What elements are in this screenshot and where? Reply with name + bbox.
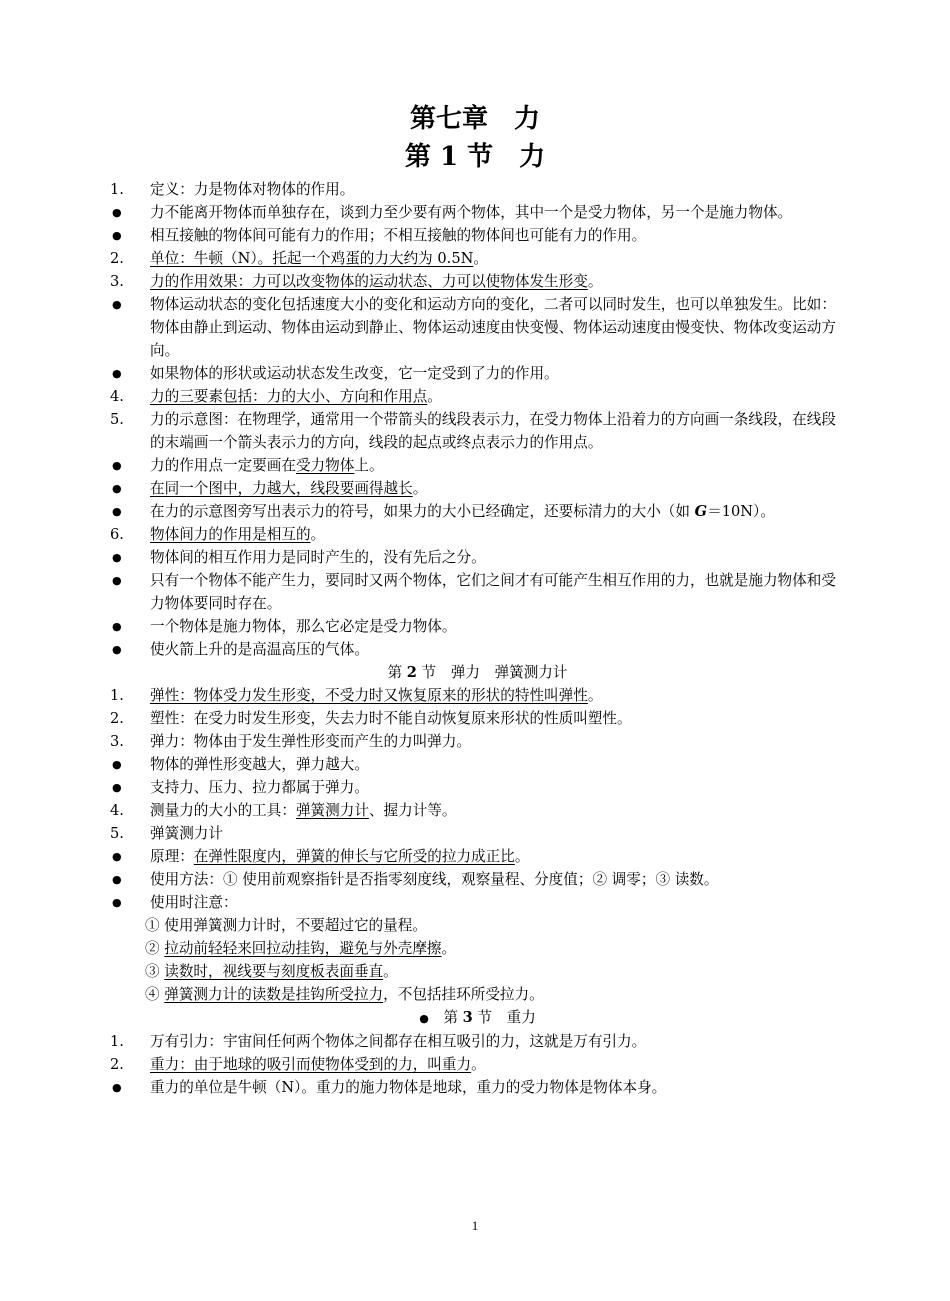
item-tail: 。 bbox=[473, 250, 488, 267]
list-item bbox=[110, 1053, 845, 1076]
heading-part: 节 重力 bbox=[472, 1009, 536, 1026]
page-number: 1 bbox=[471, 1218, 479, 1233]
bullet-icon: ● bbox=[112, 620, 122, 633]
bullet-item bbox=[110, 891, 845, 914]
bullet-item bbox=[110, 293, 845, 362]
item-tail: 。 bbox=[427, 388, 442, 405]
item-text: 使用时注意： bbox=[150, 894, 238, 911]
item-text: 弹力：物体由于发生弹性形变而产生的力叫弹力。 bbox=[150, 733, 472, 750]
section-2-heading bbox=[110, 661, 845, 684]
underlined-text: 弹簧测力计的读数是挂钩所受拉力 bbox=[164, 986, 384, 1003]
bullet-icon: ● bbox=[112, 298, 122, 311]
underlined-text: 弹簧测力计 bbox=[295, 802, 369, 819]
underlined-text: 读数时，视线要与刻度板表面垂直 bbox=[164, 963, 384, 980]
bullet-icon: ● bbox=[112, 781, 122, 794]
item-text: ④ bbox=[145, 986, 165, 1003]
bullet-item bbox=[110, 638, 845, 661]
item-text: 力的作用点一定要画在 bbox=[150, 457, 296, 474]
bullet-item bbox=[110, 845, 845, 868]
bullet-icon: ● bbox=[112, 505, 122, 518]
bullet-item bbox=[110, 500, 845, 523]
symbol-g: G bbox=[694, 503, 708, 520]
bullet-item bbox=[110, 868, 845, 891]
item-number: 1. bbox=[110, 181, 124, 198]
item-text: 如果物体的形状或运动状态发生改变，它一定受到了力的作用。 bbox=[150, 365, 559, 382]
list-item bbox=[110, 523, 845, 546]
item-text: 在力的示意图旁写出表示力的符号，如果力的大小已经确定，还要标清力的大小（如 bbox=[150, 503, 695, 520]
item-text: 物体的弹性形变越大，弹力越大。 bbox=[150, 756, 369, 773]
item-text: 定义：力是物体对物体的作用。 bbox=[150, 181, 355, 198]
bullet-item bbox=[110, 546, 845, 569]
list-item bbox=[110, 270, 845, 293]
item-text: 物体运动状态的变化包括速度大小的变化和运动方向的变化，二者可以同时发生，也可以单独发生。比如：物体由静止到运动、物体由运动到静止、物体运动速度由快变慢、物体运动速度由慢变快、物体改变运动方向。 bbox=[150, 296, 836, 359]
bullet-icon: ● bbox=[112, 896, 122, 909]
item-tail: 。 bbox=[471, 1056, 486, 1073]
underlined-text: 力的作用效果：力可以改变物体的运动状态、力可以使物体发生形变 bbox=[150, 273, 588, 290]
bullet-item bbox=[110, 1076, 845, 1099]
item-text: 测量力的大小的工具： bbox=[150, 802, 296, 819]
bullet-icon: ● bbox=[112, 459, 122, 472]
item-tail: ，不包括挂环所受拉力。 bbox=[383, 986, 544, 1003]
item-text: 只有一个物体不能产生力，要同时又两个物体，它们之间才有可能产生相互作用的力，也就是施力物体和受力物体要同时存在。 bbox=[150, 572, 836, 612]
list-item bbox=[110, 684, 845, 707]
heading-part: 节 弹力 弹簧测力计 bbox=[416, 664, 568, 681]
item-text: 支持力、压力、拉力都属于弹力。 bbox=[150, 779, 369, 796]
bullet-icon: ● bbox=[112, 758, 122, 771]
item-tail: 。 bbox=[310, 526, 326, 543]
underlined-text: 重力：由于地球的吸引而使物体受到的力，叫重力 bbox=[150, 1056, 472, 1073]
bullet-item bbox=[110, 753, 845, 776]
note-item bbox=[110, 983, 845, 1006]
section-3-heading bbox=[110, 1006, 845, 1030]
chapter-title: 第七章 力 bbox=[409, 104, 540, 134]
bullet-item bbox=[110, 477, 845, 500]
item-text: ① 使用弹簧测力计时，不要超过它的量程。 bbox=[145, 917, 427, 934]
underlined-text: 在同一个图中，力越大，线段要画得越长 bbox=[150, 480, 413, 497]
list-item bbox=[110, 385, 845, 408]
item-tail: 、握力计等。 bbox=[368, 802, 457, 819]
item-number: 3. bbox=[110, 273, 124, 290]
content bbox=[110, 178, 845, 1099]
item-text: 弹簧测力计 bbox=[150, 825, 223, 842]
note-item bbox=[110, 960, 845, 983]
underlined-text: 物体间力的作用是相互的 bbox=[150, 526, 311, 543]
item-number: 2. bbox=[110, 250, 124, 267]
bullet-icon: ● bbox=[112, 643, 122, 656]
heading-number: 3 bbox=[462, 1009, 473, 1026]
item-text: 物体间的相互作用力是同时产生的，没有先后之分。 bbox=[150, 549, 486, 566]
list-item bbox=[110, 247, 845, 270]
list-item bbox=[110, 707, 845, 730]
bullet-item bbox=[110, 615, 845, 638]
item-text: 塑性：在受力时发生形变，失去力时不能自动恢复原来形状的性质叫塑性。 bbox=[150, 710, 632, 727]
item-number: 1. bbox=[110, 1033, 124, 1050]
item-text: 原理： bbox=[150, 848, 194, 865]
list-item bbox=[110, 799, 845, 822]
bullet-icon: ● bbox=[112, 850, 122, 863]
underlined-text: 单位：牛顿（N）。托起一个鸡蛋的力大约为 0.5N bbox=[150, 250, 474, 267]
bullet-icon: ● bbox=[112, 229, 122, 242]
item-tail: 。 bbox=[587, 273, 603, 290]
heading-number: 2 bbox=[406, 664, 417, 681]
item-number: 4. bbox=[110, 388, 124, 405]
bullet-item bbox=[110, 454, 845, 477]
list-item bbox=[110, 730, 845, 753]
bullet-icon: ● bbox=[112, 574, 122, 587]
item-text: 重力的单位是牛顿（N）。重力的施力物体是地球，重力的受力物体是物体本身。 bbox=[150, 1079, 667, 1096]
section-title: 第 1 节 力 bbox=[404, 142, 546, 172]
list-item bbox=[110, 1030, 845, 1053]
item-text: 力的示意图：在物理学，通常用一个带箭头的线段表示力，在受力物体上沿着力的方向画一条线段，在线段的末端画一个箭头表示力的方向，线段的起点或终点表示力的作用点。 bbox=[150, 411, 836, 451]
underlined-text: 弹性：物体受力发生形变，不受力时又恢复原来的形状的特性叫弹性 bbox=[150, 687, 588, 704]
item-tail: 。 bbox=[587, 687, 603, 704]
bullet-icon: ● bbox=[112, 482, 122, 495]
item-number: 6. bbox=[110, 526, 124, 543]
item-text: ③ bbox=[145, 963, 165, 980]
list-item bbox=[110, 178, 845, 201]
bullet-item bbox=[110, 776, 845, 799]
item-number: 5. bbox=[110, 825, 124, 842]
item-text: 一个物体是施力物体，那么它必定是受力物体。 bbox=[150, 618, 457, 635]
item-tail: 。 bbox=[383, 963, 398, 980]
item-text: 万有引力：宇宙间任何两个物体之间都存在相互吸引的力，这就是万有引力。 bbox=[150, 1033, 647, 1050]
heading-part: 第 bbox=[443, 1009, 463, 1026]
item-number: 3. bbox=[110, 733, 124, 750]
note-item bbox=[110, 937, 845, 960]
bullet-icon: ● bbox=[112, 206, 122, 219]
heading-part: 第 bbox=[387, 664, 407, 681]
underlined-text: 力的三要素包括：力的大小、方向和作用点 bbox=[150, 388, 428, 405]
item-number: 2. bbox=[110, 710, 124, 727]
item-text: 使用方法：① 使用前观察指针是否指零刻度线，观察量程、分度值；② 调零；③ 读数。 bbox=[150, 871, 719, 888]
item-text: 使火箭上升的是高温高压的气体。 bbox=[150, 641, 369, 658]
bullet-item bbox=[110, 569, 845, 615]
item-number: 5. bbox=[110, 411, 124, 428]
list-item bbox=[110, 822, 845, 845]
underlined-text: 受力物体 bbox=[295, 457, 355, 474]
underlined-text: 拉动前轻轻来回拉动挂钩，避免与外壳摩擦 bbox=[164, 940, 442, 957]
item-tail: 上。 bbox=[354, 457, 384, 474]
item-tail: 。 bbox=[412, 480, 428, 497]
list-item bbox=[110, 408, 845, 454]
bullet-item bbox=[110, 362, 845, 385]
item-text: 相互接触的物体间可能有力的作用；不相互接触的物体间也可能有力的作用。 bbox=[150, 227, 647, 244]
bullet-icon: ● bbox=[112, 873, 122, 886]
bullet-icon: ● bbox=[419, 1012, 429, 1025]
underlined-text: 在弹性限度内，弹簧的伸长与它所受的拉力成正比 bbox=[193, 848, 515, 865]
item-number: 1. bbox=[110, 687, 124, 704]
bullet-icon: ● bbox=[112, 367, 122, 380]
item-tail: ＝10N）。 bbox=[707, 503, 775, 520]
bullet-icon: ● bbox=[112, 1081, 122, 1094]
item-text: ② bbox=[145, 940, 165, 957]
bullet-icon: ● bbox=[112, 551, 122, 564]
note-item bbox=[110, 914, 845, 937]
item-number: 4. bbox=[110, 802, 124, 819]
item-tail: 。 bbox=[441, 940, 457, 957]
item-number: 2. bbox=[110, 1056, 124, 1073]
item-tail: 。 bbox=[514, 848, 530, 865]
item-text: 力不能离开物体而单独存在，谈到力至少要有两个物体，其中一个是受力物体，另一个是施力物体。 bbox=[150, 204, 793, 221]
bullet-item bbox=[110, 201, 845, 224]
bullet-item bbox=[110, 224, 845, 247]
